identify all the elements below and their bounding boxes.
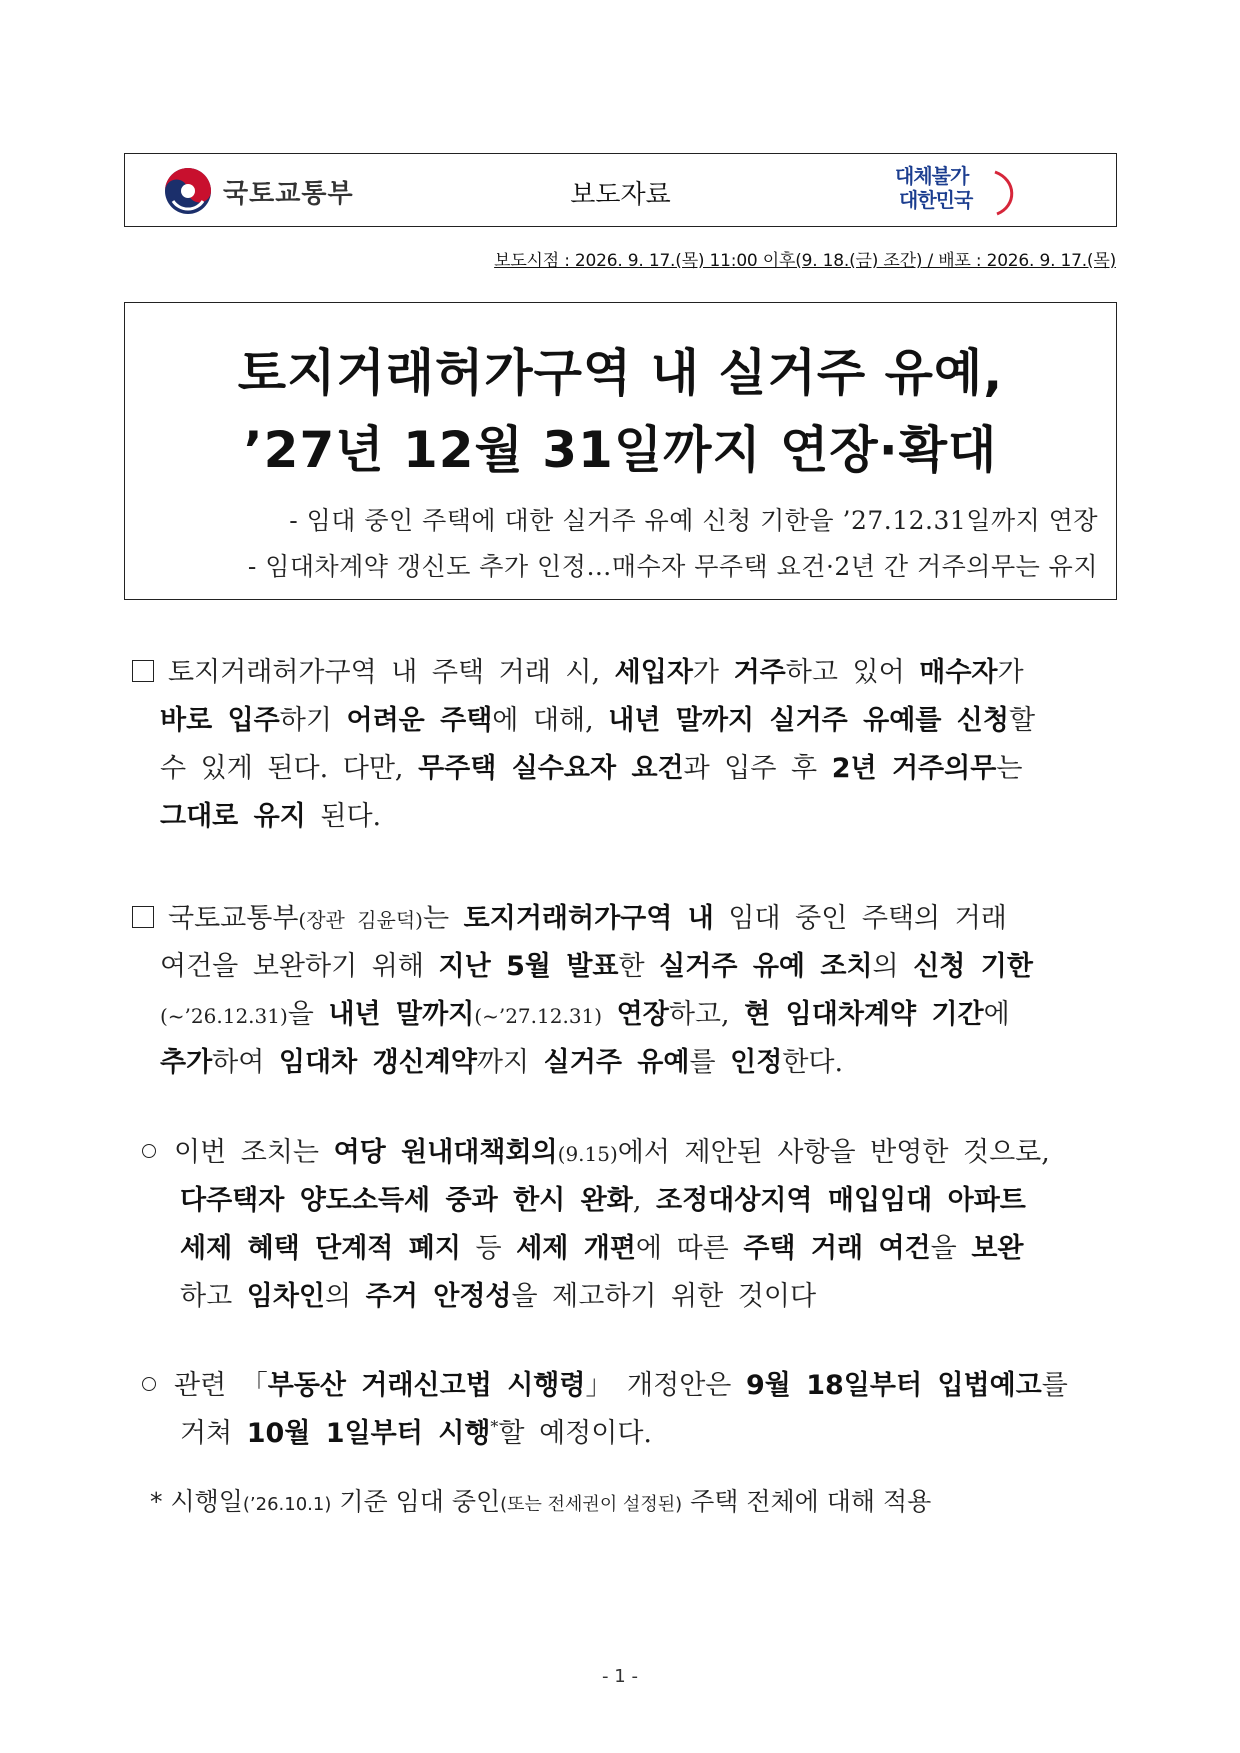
paragraph-1-line-3: 수 있게 된다. 다만, 무주택 실수요자 요건과 입주 후 2년 거주의무는	[160, 753, 1023, 784]
slogan-line-2: 대한민국	[899, 188, 973, 212]
paragraph-3-line-3: 세제 혜택 단계적 폐지 등 세제 개편에 따른 주택 거래 여건을 보완	[180, 1233, 1024, 1264]
subheadline-2: - 임대차계약 갱신도 추가 인정…매수자 무주택 요건·2년 간 거주의무는 유지	[247, 552, 1098, 581]
ministry-name: 국토교통부	[223, 178, 354, 209]
release-meta	[494, 246, 1116, 271]
release-time: 보도시점 : 2026. 9. 17.(목) 11:00 이후(9. 18.(금) 조간)	[494, 251, 923, 271]
paragraph-4-line-1: 관련 「부동산 거래신고법 시행령」 개정안은 9월 18일부터 입법예고를	[142, 1363, 1068, 1402]
headline-line-1: 토지거래허가구역 내 실거주 유예,	[237, 344, 1004, 402]
document-type: 보도자료	[570, 180, 671, 210]
page-number: - 1 -	[602, 1666, 638, 1687]
square-bullet-icon	[132, 906, 154, 928]
paragraph-1-line-4: 그대로 유지 된다.	[160, 801, 382, 832]
distribution-date: / 배포 : 2026. 9. 17.(목)	[922, 251, 1116, 271]
header-box	[124, 153, 1117, 227]
slogan-line-1: 대체불가	[895, 164, 969, 188]
paragraph-2-line-3: (~’26.12.31)을 내년 말까지(~’27.12.31) 연장하고, 현 임대차계약 기간에	[160, 999, 1010, 1030]
slogan-swoosh-icon	[991, 168, 1021, 218]
subheadline-1: - 임대 중인 주택에 대한 실거주 유예 신청 기한을 ’27.12.31일까지 연장	[289, 506, 1098, 535]
circle-bullet-icon	[142, 1377, 156, 1391]
slogan-logo	[895, 164, 1035, 220]
paragraph-2-line-1: 국토교통부(장관 김윤덕)는 토지거래허가구역 내 임대 중인 주택의 거래	[132, 896, 1007, 935]
paragraph-3-line-1: 이번 조치는 여당 원내대책회의(9.15)에서 제안된 사항을 반영한 것으로,	[142, 1130, 1050, 1169]
paragraph-1-line-2: 바로 입주하기 어려운 주택에 대해, 내년 말까지 실거주 유예를 신청할	[160, 705, 1036, 736]
paragraph-3-line-4: 하고 임차인의 주거 안정성을 제고하기 위한 것이다	[180, 1281, 817, 1312]
title-box	[124, 302, 1117, 600]
paragraph-2-line-4: 추가하여 임대차 갱신계약까지 실거주 유예를 인정한다.	[160, 1047, 844, 1078]
paragraph-2-line-2: 여건을 보완하기 위해 지난 5월 발표한 실거주 유예 조치의 신청 기한	[160, 951, 1033, 982]
paragraph-1-line-1: 토지거래허가구역 내 주택 거래 시, 세입자가 거주하고 있어 매수자가	[132, 650, 1024, 689]
footnote: * 시행일(’26.10.1) 기준 임대 중인(또는 전세권이 설정된) 주택 전체에 대해 적용	[150, 1487, 932, 1516]
circle-bullet-icon	[142, 1144, 156, 1158]
headline-line-2: ’27년 12월 31일까지 연장·확대	[243, 421, 998, 479]
square-bullet-icon	[132, 660, 154, 682]
paragraph-4-line-2: 거쳐 10월 1일부터 시행*할 예정이다.	[180, 1417, 652, 1449]
paragraph-3-line-2: 다주택자 양도소득세 중과 한시 완화, 조정대상지역 매입임대 아파트	[180, 1185, 1026, 1216]
